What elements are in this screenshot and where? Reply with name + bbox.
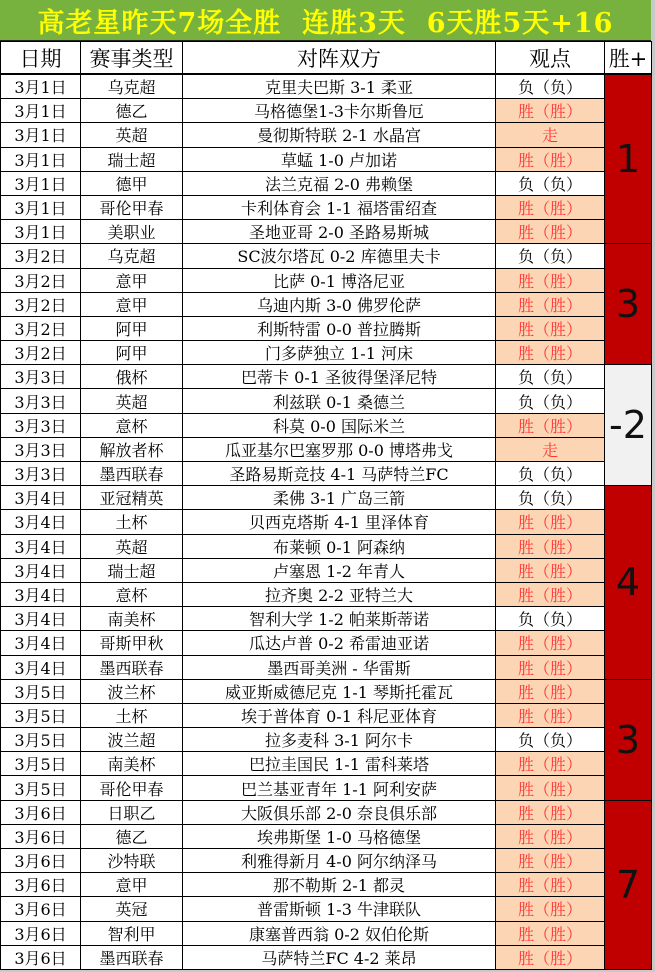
match-row <box>1 655 652 679</box>
league-cell: 英超 <box>81 389 183 413</box>
match-row <box>1 679 652 703</box>
net-wins-cell: 7 <box>605 800 652 969</box>
opinion-cell: 负（负） <box>496 365 605 389</box>
match-row <box>1 728 652 752</box>
opinion-cell: 胜（胜） <box>496 558 605 582</box>
match-cell: 柔佛 3-1 广岛三箭 <box>183 486 496 510</box>
date-cell: 3月6日 <box>1 897 81 921</box>
match-row <box>1 268 652 292</box>
date-cell: 3月4日 <box>1 486 81 510</box>
league-cell: 意甲 <box>81 268 183 292</box>
opinion-cell: 胜（胜） <box>496 849 605 873</box>
date-cell: 3月6日 <box>1 849 81 873</box>
match-row <box>1 195 652 219</box>
match-row <box>1 582 652 606</box>
match-cell: 曼彻斯特联 2-1 水晶宫 <box>183 123 496 147</box>
opinion-cell: 胜（胜） <box>496 147 605 171</box>
date-cell: 3月1日 <box>1 220 81 244</box>
match-row <box>1 74 652 99</box>
date-cell: 3月1日 <box>1 147 81 171</box>
match-row <box>1 824 652 848</box>
match-row <box>1 558 652 582</box>
match-row <box>1 147 652 171</box>
match-row <box>1 752 652 776</box>
match-row <box>1 413 652 437</box>
league-cell: 德乙 <box>81 824 183 848</box>
date-cell: 3月6日 <box>1 945 81 969</box>
date-cell: 3月3日 <box>1 462 81 486</box>
match-cell: 利兹联 0-1 桑德兰 <box>183 389 496 413</box>
opinion-cell: 胜（胜） <box>496 824 605 848</box>
date-cell: 3月1日 <box>1 74 81 99</box>
match-cell: 乌迪内斯 3-0 佛罗伦萨 <box>183 292 496 316</box>
match-row <box>1 631 652 655</box>
league-cell: 墨西联春 <box>81 655 183 679</box>
match-row <box>1 220 652 244</box>
date-cell: 3月2日 <box>1 341 81 365</box>
opinion-cell: 走 <box>496 123 605 147</box>
date-cell: 3月4日 <box>1 558 81 582</box>
date-cell: 3月1日 <box>1 99 81 123</box>
league-cell: 俄杯 <box>81 365 183 389</box>
results-table-body <box>1 74 652 970</box>
match-row <box>1 897 652 921</box>
date-cell: 3月1日 <box>1 123 81 147</box>
date-cell: 3月6日 <box>1 921 81 945</box>
league-cell: 意杯 <box>81 413 183 437</box>
match-cell: 利斯特雷 0-0 普拉腾斯 <box>183 316 496 340</box>
col-header-date: 日期 <box>1 42 81 75</box>
date-cell: 3月5日 <box>1 728 81 752</box>
league-cell: 哥伦甲春 <box>81 776 183 800</box>
net-wins-cell: 3 <box>605 244 652 365</box>
match-row <box>1 921 652 945</box>
match-row <box>1 534 652 558</box>
date-cell: 3月4日 <box>1 582 81 606</box>
match-row <box>1 389 652 413</box>
league-cell: 南美杯 <box>81 752 183 776</box>
match-cell: 利雅得新月 4-0 阿尔纳泽马 <box>183 849 496 873</box>
opinion-cell: 胜（胜） <box>496 703 605 727</box>
opinion-cell: 胜（胜） <box>496 220 605 244</box>
opinion-cell: 负（负） <box>496 389 605 413</box>
opinion-cell: 胜（胜） <box>496 510 605 534</box>
opinion-cell: 负（负） <box>496 244 605 268</box>
match-cell: 圣地亚哥 2-0 圣路易斯城 <box>183 220 496 244</box>
league-cell: 哥斯甲秋 <box>81 631 183 655</box>
match-row <box>1 316 652 340</box>
date-cell: 3月2日 <box>1 268 81 292</box>
date-cell: 3月5日 <box>1 776 81 800</box>
match-row <box>1 462 652 486</box>
league-cell: 美职业 <box>81 220 183 244</box>
opinion-cell: 胜（胜） <box>496 292 605 316</box>
opinion-cell: 胜（胜） <box>496 582 605 606</box>
date-cell: 3月6日 <box>1 873 81 897</box>
match-cell: 草蜢 1-0 卢加诺 <box>183 147 496 171</box>
col-header-net: 胜+ <box>605 42 652 75</box>
league-cell: 瑞士超 <box>81 147 183 171</box>
league-cell: 亚冠精英 <box>81 486 183 510</box>
match-row <box>1 945 652 969</box>
league-cell: 波兰杯 <box>81 679 183 703</box>
match-cell: 瓜达卢普 0-2 希雷迪亚诺 <box>183 631 496 655</box>
match-row <box>1 244 652 268</box>
match-row <box>1 776 652 800</box>
match-row <box>1 437 652 461</box>
match-cell: 卢塞恩 1-2 年青人 <box>183 558 496 582</box>
date-cell: 3月4日 <box>1 534 81 558</box>
date-cell: 3月3日 <box>1 413 81 437</box>
league-cell: 阿甲 <box>81 341 183 365</box>
date-cell: 3月5日 <box>1 679 81 703</box>
opinion-cell: 胜（胜） <box>496 873 605 897</box>
date-cell: 3月3日 <box>1 389 81 413</box>
col-header-opinion: 观点 <box>496 42 605 75</box>
match-cell: 克里夫巴斯 3-1 柔亚 <box>183 74 496 99</box>
league-cell: 土杯 <box>81 703 183 727</box>
match-cell: 巴蒂卡 0-1 圣彼得堡泽尼特 <box>183 365 496 389</box>
match-cell: 科莫 0-0 国际米兰 <box>183 413 496 437</box>
date-cell: 3月4日 <box>1 631 81 655</box>
date-cell: 3月4日 <box>1 510 81 534</box>
match-cell: 普雷斯顿 1-3 牛津联队 <box>183 897 496 921</box>
league-cell: 德甲 <box>81 171 183 195</box>
date-cell: 3月1日 <box>1 171 81 195</box>
opinion-cell: 负（负） <box>496 728 605 752</box>
match-cell: 比萨 0-1 博洛尼亚 <box>183 268 496 292</box>
opinion-cell: 胜（胜） <box>496 534 605 558</box>
results-table <box>0 41 652 970</box>
banner-title: 高老星昨天7场全胜 连胜3天 6天胜5天+16 <box>0 0 651 41</box>
match-cell: 马格德堡1-3卡尔斯鲁厄 <box>183 99 496 123</box>
date-cell: 3月2日 <box>1 292 81 316</box>
league-cell: 英冠 <box>81 897 183 921</box>
league-cell: 南美杯 <box>81 607 183 631</box>
match-row <box>1 292 652 316</box>
league-cell: 意杯 <box>81 582 183 606</box>
opinion-cell: 胜（胜） <box>496 752 605 776</box>
net-wins-cell: -2 <box>605 365 652 486</box>
match-cell: 门多萨独立 1-1 河床 <box>183 341 496 365</box>
opinion-cell: 负（负） <box>496 171 605 195</box>
league-cell: 阿甲 <box>81 316 183 340</box>
match-row <box>1 607 652 631</box>
match-row <box>1 341 652 365</box>
league-cell: 解放者杯 <box>81 437 183 461</box>
opinion-cell: 胜（胜） <box>496 655 605 679</box>
match-row <box>1 171 652 195</box>
league-cell: 意甲 <box>81 292 183 316</box>
match-cell: 贝西克塔斯 4-1 里泽体育 <box>183 510 496 534</box>
league-cell: 波兰超 <box>81 728 183 752</box>
opinion-cell: 胜（胜） <box>496 897 605 921</box>
opinion-cell: 胜（胜） <box>496 316 605 340</box>
match-row <box>1 703 652 727</box>
date-cell: 3月5日 <box>1 752 81 776</box>
opinion-cell: 胜（胜） <box>496 413 605 437</box>
opinion-cell: 胜（胜） <box>496 195 605 219</box>
opinion-cell: 胜（胜） <box>496 268 605 292</box>
date-cell: 3月4日 <box>1 655 81 679</box>
match-row <box>1 849 652 873</box>
date-cell: 3月4日 <box>1 607 81 631</box>
match-cell: 拉多麦科 3-1 阿尔卡 <box>183 728 496 752</box>
match-cell: 大阪俱乐部 2-0 奈良俱乐部 <box>183 800 496 824</box>
date-cell: 3月1日 <box>1 195 81 219</box>
opinion-cell: 走 <box>496 437 605 461</box>
league-cell: 德乙 <box>81 99 183 123</box>
match-row <box>1 800 652 824</box>
match-cell: 马萨特兰FC 4-2 莱昂 <box>183 945 496 969</box>
match-row <box>1 365 652 389</box>
opinion-cell: 胜（胜） <box>496 945 605 969</box>
match-cell: 威亚斯威德尼克 1-1 琴斯托霍瓦 <box>183 679 496 703</box>
opinion-cell: 胜（胜） <box>496 679 605 703</box>
match-cell: 法兰克福 2-0 弗赖堡 <box>183 171 496 195</box>
match-cell: 墨西哥美洲 - 华雷斯 <box>183 655 496 679</box>
match-row <box>1 510 652 534</box>
match-cell: SC波尔塔瓦 0-2 库德里夫卡 <box>183 244 496 268</box>
match-cell: 卡利体育会 1-1 福塔雷绍查 <box>183 195 496 219</box>
date-cell: 3月2日 <box>1 316 81 340</box>
league-cell: 乌克超 <box>81 244 183 268</box>
match-row <box>1 873 652 897</box>
match-cell: 瓜亚基尔巴塞罗那 0-0 博塔弗戈 <box>183 437 496 461</box>
net-wins-cell: 3 <box>605 679 652 800</box>
league-cell: 英超 <box>81 534 183 558</box>
league-cell: 土杯 <box>81 510 183 534</box>
league-cell: 英超 <box>81 123 183 147</box>
opinion-cell: 负（负） <box>496 607 605 631</box>
match-cell: 巴兰基亚青年 1-1 阿利安萨 <box>183 776 496 800</box>
opinion-cell: 胜（胜） <box>496 800 605 824</box>
opinion-cell: 胜（胜） <box>496 921 605 945</box>
match-cell: 布莱顿 0-1 阿森纳 <box>183 534 496 558</box>
opinion-cell: 胜（胜） <box>496 776 605 800</box>
col-header-league: 赛事类型 <box>81 42 183 75</box>
date-cell: 3月2日 <box>1 244 81 268</box>
opinion-cell: 胜（胜） <box>496 341 605 365</box>
league-cell: 乌克超 <box>81 74 183 99</box>
header-row <box>1 42 652 75</box>
opinion-cell: 负（负） <box>496 486 605 510</box>
date-cell: 3月3日 <box>1 437 81 461</box>
match-cell: 智利大学 1-2 帕莱斯蒂诺 <box>183 607 496 631</box>
match-row <box>1 123 652 147</box>
date-cell: 3月6日 <box>1 824 81 848</box>
match-row <box>1 99 652 123</box>
match-row <box>1 486 652 510</box>
league-cell: 日职乙 <box>81 800 183 824</box>
match-cell: 康塞普西翁 0-2 奴伯伦斯 <box>183 921 496 945</box>
opinion-cell: 胜（胜） <box>496 99 605 123</box>
league-cell: 瑞士超 <box>81 558 183 582</box>
match-cell: 那不勒斯 2-1 都灵 <box>183 873 496 897</box>
league-cell: 沙特联 <box>81 849 183 873</box>
match-cell: 埃于普体育 0-1 科尼亚体育 <box>183 703 496 727</box>
league-cell: 墨西联春 <box>81 462 183 486</box>
match-cell: 巴拉圭国民 1-1 雷科莱塔 <box>183 752 496 776</box>
date-cell: 3月6日 <box>1 800 81 824</box>
date-cell: 3月3日 <box>1 365 81 389</box>
net-wins-cell: 4 <box>605 486 652 680</box>
net-wins-cell: 1 <box>605 74 652 244</box>
col-header-match: 对阵双方 <box>183 42 496 75</box>
opinion-cell: 负（负） <box>496 74 605 99</box>
match-cell: 埃弗斯堡 1-0 马格德堡 <box>183 824 496 848</box>
date-cell: 3月5日 <box>1 703 81 727</box>
league-cell: 智利甲 <box>81 921 183 945</box>
league-cell: 墨西联春 <box>81 945 183 969</box>
opinion-cell: 胜（胜） <box>496 631 605 655</box>
league-cell: 意甲 <box>81 873 183 897</box>
opinion-cell: 负（负） <box>496 462 605 486</box>
league-cell: 哥伦甲春 <box>81 195 183 219</box>
match-cell: 圣路易斯竞技 4-1 马萨特兰FC <box>183 462 496 486</box>
match-cell: 拉齐奥 2-2 亚特兰大 <box>183 582 496 606</box>
